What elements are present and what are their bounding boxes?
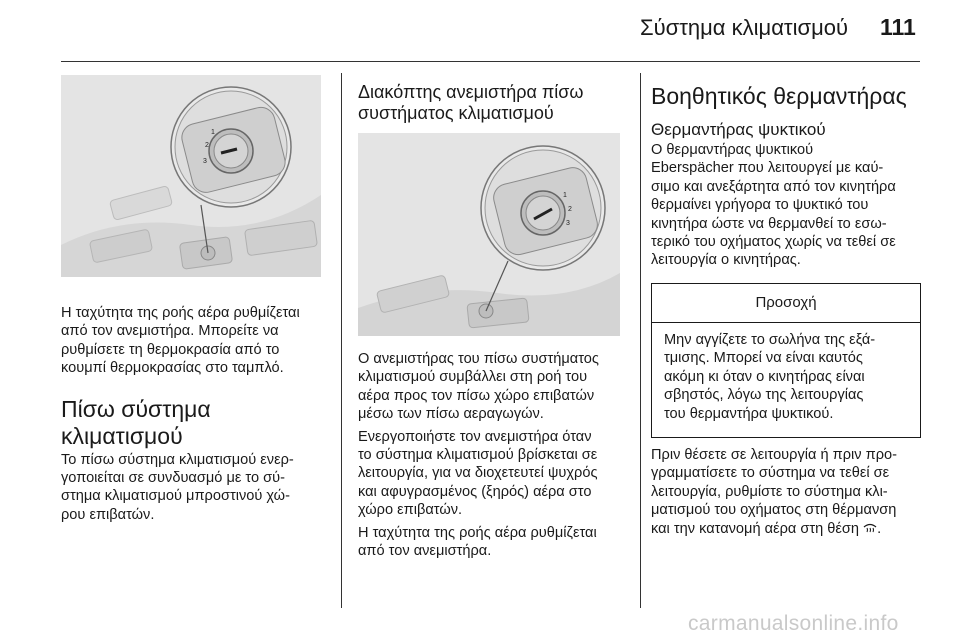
line: θερμαίνει γρήγορα το ψυκτικό του [651,197,869,214]
fan-dial-illustration-front [61,75,321,277]
fan-dial-illustration-rear [358,133,620,336]
line: Ο ανεμιστήρας του πίσω συστήματος [358,351,599,367]
column-1-text [61,304,333,524]
dial-mark-1: 1 [563,192,567,199]
line: σιμο και ανεξάρτητα από τον κινητήρα [651,178,896,195]
dial-mark-2: 2 [205,142,209,149]
line: ματισμού του οχήματος στη θέρμανση [651,502,897,519]
line: στημα κλιματισμού μπροστινού χώ- [61,488,290,505]
line: λειτουργία ο κινητήρας. [651,252,801,269]
col1-paragraph-1 [61,304,333,378]
col3-heading: Βοηθητικός θερμαντήρας [651,83,907,109]
caution-title: Προσοχή [652,284,920,323]
col2-paragraph-1 [358,350,638,424]
header-title: Σύστημα κλιματισμού [640,15,849,40]
line: κλιματισμού συμβάλλει στη ροή του [358,369,588,386]
line: Πίσω σύστημα [61,395,211,422]
line: τμισης. Μπορεί να είναι καυτός [664,350,863,367]
line: χώρο επιβατών. [358,502,463,519]
watermark: carmanualsonline.info [688,612,899,635]
line: ρου επιβατών. [61,506,155,523]
col2-paragraph-2 [358,428,638,520]
line: και την κατανομή αέρα στη θέση [651,520,860,537]
caution-body [652,323,920,423]
windscreen-defrost-icon [863,521,877,533]
dial-mark-2: 2 [568,206,572,213]
line: Το πίσω σύστημα κλιματισμού ενερ- [61,451,294,468]
header-rule [61,61,920,62]
dial-mark-3: 3 [203,158,207,165]
page-number: 111 [880,14,916,40]
line: κουμπί θερμοκρασίας στο ταμπλό. [61,360,284,377]
line-end: . [877,520,882,537]
column-2-text [358,350,638,560]
line: σβηστός, λόγω της λειτουργίας [664,387,864,404]
line: μέσω των πίσω αεραγωγών. [358,406,544,423]
col3-paragraph-1 [651,141,926,270]
line: κινητήρα ώστε να θερμανθεί το εσω- [651,215,887,232]
column-divider-1 [341,73,342,608]
col1-paragraph-2 [61,451,333,525]
col1-heading [61,396,333,450]
line: Η ταχύτητα της ροής αέρα ρυθμίζεται [61,305,300,321]
line: λειτουργία, για να διοχετευτεί ψυχρός [358,465,598,482]
line: Η ταχύτητα της ροής αέρα ρυθμίζεται [358,524,597,541]
line: του θερμαντήρα ψυκτικού. [664,405,834,422]
line: Ο θερμαντήρας ψυκτικού [651,142,814,158]
dial-illustration-svg [61,75,321,277]
line: ακόμη κι όταν ο κινητήρας είναι [664,368,865,385]
line: από τον ανεμιστήρα. [358,543,492,560]
col3-paragraph-2 [651,446,926,538]
line: γραμματίσετε το σύστημα να τεθεί σε [651,465,890,482]
col2-paragraph-3 [358,524,638,561]
line: Eberspächer που λειτουργεί με καύ- [651,160,884,177]
column-3-text [651,141,926,270]
line: λειτουργία, ρυθμίστε το σύστημα κλι- [651,483,888,500]
dial-illustration-svg [358,133,620,336]
dial-mark-1: 1 [211,129,215,136]
line: Μην αγγίζετε το σωλήνα της εξά- [664,332,876,348]
line: ρυθμίσετε τη θερμοκρασία από το [61,341,280,358]
line: Πριν θέσετε σε λειτουργία ή πριν προ- [651,447,897,463]
col2-heading [358,82,628,124]
line: αέρα προς τον πίσω χώρο επιβατών [358,387,595,404]
line: κλιματισμού [61,422,183,449]
col3-subheading: Θερμαντήρας ψυκτικού [651,120,826,139]
column-divider-2 [640,73,641,608]
line: συστήματος κλιματισμού [358,103,554,123]
dial-mark-3: 3 [566,220,570,227]
line: και αφυγρασμένος (ξηρός) αέρα στο [358,483,592,500]
line: Ενεργοποιήστε τον ανεμιστήρα όταν [358,428,592,445]
line: το σύστημα κλιματισμού βρίσκεται σε [358,447,598,464]
line: από τον ανεμιστήρα. Μπορείτε να [61,323,279,340]
line: γοποιείται σε συνδυασμό με το σύ- [61,470,285,487]
caution-notice [651,283,921,438]
column-3-text-2 [651,446,926,538]
line: Διακόπτης ανεμιστήρα πίσω [358,82,584,102]
line: τερικό του οχήματος χωρίς να τεθεί σε [651,234,896,251]
